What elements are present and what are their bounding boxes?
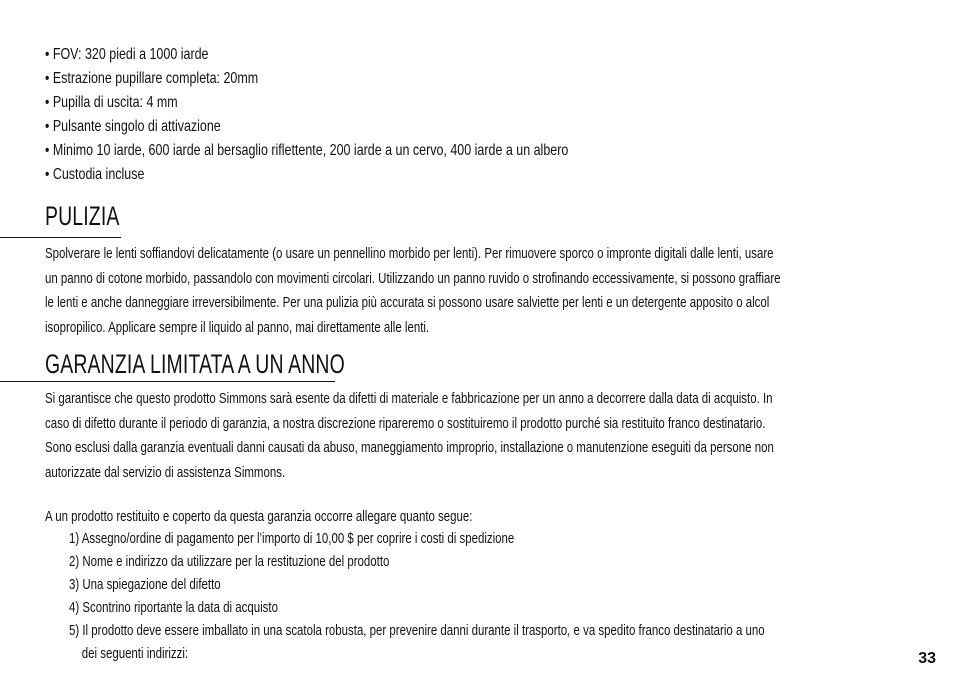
paragraph-line: autorizzate dal servizio di assistenza Simmons.	[45, 463, 286, 481]
paragraph-line: le lenti e anche danneggiare irreversibilmente. Per una pulizia più accurata si possono usare salviette per lenti e un detergente apposito o alcol	[45, 294, 770, 311]
cleaning-heading-rule	[0, 237, 121, 238]
page-number: 33	[918, 650, 936, 667]
spec-item: • Minimo 10 iarde, 600 iarde al bersaglio riflettente, 200 iarde a un cervo, 400 iarde a un albero	[45, 142, 569, 159]
warranty-requirements-intro: A un prodotto restituito e coperto da questa garanzia occorre allegare quanto segue:	[45, 508, 473, 525]
cleaning-heading: PULIZIA	[45, 201, 120, 231]
spec-item: • FOV: 320 piedi a 1000 iarde	[45, 46, 209, 63]
list-item: 2) Nome e indirizzo da utilizzare per la restituzione del prodotto	[69, 553, 390, 570]
spec-list	[45, 43, 716, 187]
paragraph-line: isopropilico. Applicare sempre il liquido al panno, mai direttamente alle lenti.	[45, 318, 430, 336]
list-item: dei seguenti indirizzi:	[69, 645, 189, 662]
spec-item: • Pupilla di uscita: 4 mm	[45, 94, 178, 111]
spec-item: • Estrazione pupillare completa: 20mm	[45, 70, 259, 87]
paragraph-line: Sono esclusi dalla garanzia eventuali danni causati da abuso, maneggiamento improprio, installazione o manutenzione eseguiti da persone non	[45, 439, 774, 456]
spec-item: • Custodia incluse	[45, 166, 145, 183]
paragraph-line: Si garantisce che questo prodotto Simmons sarà esente da difetti di materiale e fabbricazione per un anno a decorrere dalla data di acquisto. In	[45, 390, 773, 407]
paragraph-line: Spolverare le lenti soffiandovi delicatamente (o usare un pennellino morbido per lenti). Per rimuovere sporco o impronte digitali dalle lenti, usare	[45, 245, 774, 262]
list-item: 3) Una spiegazione del difetto	[69, 576, 221, 593]
paragraph-line: un panno di cotone morbido, passandolo con movimenti circolari. Utilizzando un panno ruvido o strofinando eccessivamente, si possono graffiare	[45, 269, 781, 287]
list-item: 5) Il prodotto deve essere imballato in una scatola robusta, per prevenire danni durante il trasporto, e va spedito franco destinatario a uno	[69, 622, 765, 639]
list-item: 4) Scontrino riportante la data di acquisto	[69, 599, 278, 616]
spec-item: • Pulsante singolo di attivazione	[45, 118, 221, 135]
list-item: 1) Assegno/ordine di pagamento per l’importo di 10,00 $ per coprire i costi di spedizione	[69, 530, 515, 547]
paragraph-line: caso di difetto durante il periodo di garanzia, a nostra discrezione ripareremo o sostituiremo il prodotto purché sia restituito franco destinatario.	[45, 414, 766, 432]
warranty-paragraph	[45, 387, 906, 485]
warranty-heading-rule	[0, 381, 335, 382]
warranty-heading: GARANZIA LIMITATA A UN ANNO	[45, 349, 345, 379]
warranty-requirements-list	[69, 527, 954, 665]
cleaning-paragraph	[45, 242, 906, 340]
